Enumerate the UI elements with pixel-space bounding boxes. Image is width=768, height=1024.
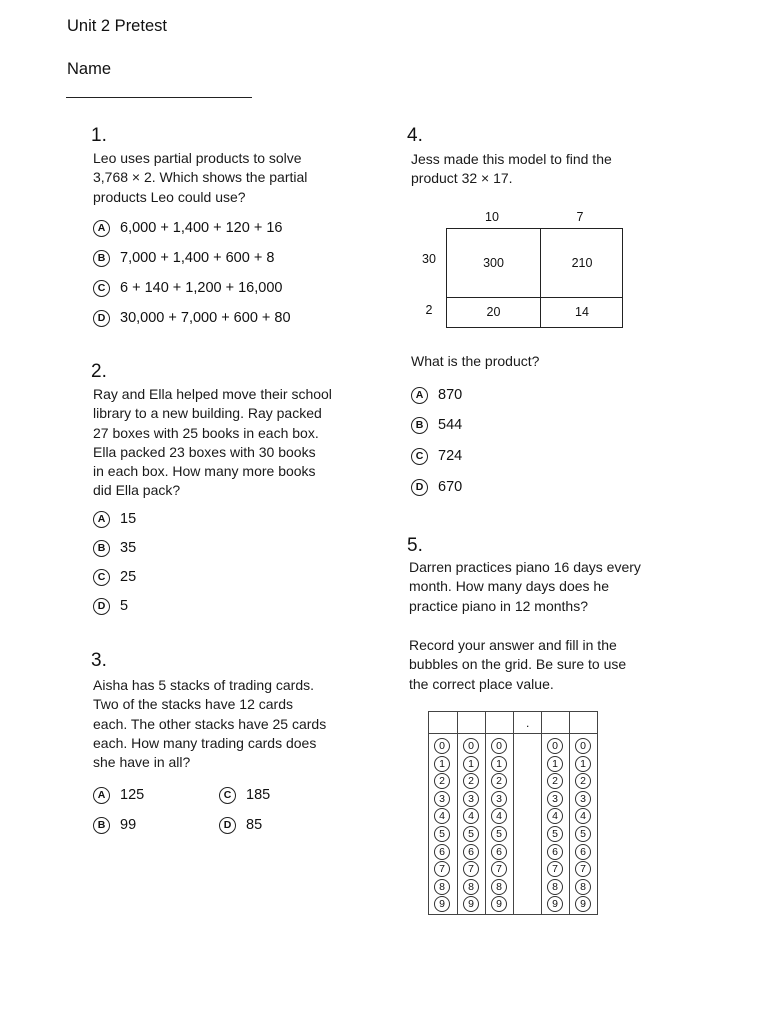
grid-bubble-5[interactable]: 5 [491,826,507,842]
grid-bubble-8[interactable]: 8 [547,879,563,895]
option-c-bubble[interactable]: C [411,448,428,465]
question-3-number: 3. [91,650,107,671]
option-c-bubble[interactable]: C [93,280,110,297]
stem-line: library to a new building. Ray packed [93,405,322,422]
grid-bubble-1[interactable]: 1 [434,756,450,772]
stem-line: practice piano in 12 months? [409,597,588,614]
grid-bubble-8[interactable]: 8 [491,879,507,895]
grid-bubble-9[interactable]: 9 [575,896,591,912]
grid-decimal-column [513,712,541,914]
grid-bubble-1[interactable]: 1 [547,756,563,772]
option-d-bubble[interactable]: D [93,598,110,615]
q4-option-c[interactable] [411,446,462,466]
stem-line: Ella packed 23 boxes with 30 books [93,443,316,460]
question-2-stem [93,385,332,501]
page-title: Unit 2 Pretest [67,17,167,35]
q3-option-a[interactable] [93,785,144,805]
stem-line: each. The other stacks have 25 cards [93,715,327,732]
stem-line: month. How many days does he [409,578,609,595]
grid-bubble-9[interactable]: 9 [463,896,479,912]
q4-option-d[interactable] [411,477,462,497]
prompt-line: What is the product? [411,353,540,369]
option-c-bubble[interactable]: C [219,787,236,804]
option-text: 15 [120,511,137,527]
grid-bubble-4[interactable]: 4 [575,808,591,824]
grid-bubble-1[interactable]: 1 [491,756,507,772]
grid-bubble-8[interactable]: 8 [575,879,591,895]
option-text: 125 [120,787,145,803]
q2-option-a[interactable] [93,509,136,529]
q1-option-d[interactable] [93,308,291,328]
grid-bubble-0[interactable]: 0 [575,738,591,754]
stem-line: she have in all? [93,754,191,771]
question-5-instructions [409,636,626,694]
option-text: 6 + 140 + 1,200 + 16,000 [120,280,283,296]
stem-line: 27 boxes with 25 books in each box. [93,424,319,441]
grid-bubble-3[interactable]: 3 [491,791,507,807]
area-model-grid [446,228,623,328]
instruction-line: the correct place value. [409,675,554,692]
grid-bubble-7[interactable]: 7 [463,861,479,877]
area-model-cell: 300 [483,256,504,270]
option-b-bubble[interactable]: B [93,817,110,834]
grid-bubble-8[interactable]: 8 [434,879,450,895]
question-3-stem [93,676,326,772]
stem-line: 3,768 × 2. Which shows the partial [93,169,308,186]
area-model [410,200,630,336]
option-d-bubble[interactable]: D [219,817,236,834]
grid-bubble-3[interactable]: 3 [575,791,591,807]
grid-bubble-5[interactable]: 5 [575,826,591,842]
q2-option-b[interactable] [93,538,136,558]
option-text: 544 [438,417,463,433]
q2-option-d[interactable] [93,596,128,616]
area-model-col-label: 10 [485,210,499,224]
question-1-stem [93,149,307,207]
stem-line: products Leo could use? [93,188,246,205]
q3-option-d[interactable] [219,815,262,835]
grid-bubble-7[interactable]: 7 [575,861,591,877]
grid-entry-box[interactable] [429,712,457,734]
stem-line: Ray and Ella helped move their school [93,386,332,402]
option-b-bubble[interactable]: B [411,417,428,434]
grid-entry-box[interactable] [570,712,597,734]
name-blank-line[interactable] [66,97,252,98]
q1-option-b[interactable] [93,248,274,268]
grid-bubble-3[interactable]: 3 [463,791,479,807]
area-model-row-label: 30 [422,252,436,266]
instruction-line: Record your answer and fill in the [409,637,617,653]
grid-bubble-0[interactable]: 0 [463,738,479,754]
grid-digit-column [485,712,513,914]
option-c-bubble[interactable]: C [93,569,110,586]
grid-bubble-6[interactable]: 6 [463,844,479,860]
grid-bubble-4[interactable]: 4 [434,808,450,824]
q1-option-c[interactable] [93,278,282,298]
grid-bubble-5[interactable]: 5 [463,826,479,842]
grid-bubble-1[interactable]: 1 [463,756,479,772]
q1-option-a[interactable] [93,218,282,238]
stem-line: Jess made this model to find the [411,151,612,167]
instruction-line: bubbles on the grid. Be sure to use [409,656,627,673]
grid-bubble-2[interactable]: 2 [463,773,479,789]
option-text: 7,000 + 1,400 + 600 + 8 [120,250,275,266]
area-model-cell: 14 [575,305,589,319]
area-model-cell: 20 [486,305,501,319]
grid-bubble-7[interactable]: 7 [434,861,450,877]
option-text: 99 [120,817,137,833]
grid-bubble-4[interactable]: 4 [463,808,479,824]
q4-option-a[interactable] [411,385,462,405]
option-text: 185 [246,787,271,803]
grid-bubble-6[interactable]: 6 [491,844,507,860]
grid-bubble-2[interactable]: 2 [575,773,591,789]
grid-bubble-5[interactable]: 5 [434,826,450,842]
grid-bubble-0[interactable]: 0 [434,738,450,754]
grid-bubble-7[interactable]: 7 [547,861,563,877]
option-text: 35 [120,540,137,556]
grid-bubble-9[interactable]: 9 [434,896,450,912]
option-text: 870 [438,387,463,403]
option-a-bubble[interactable]: A [93,220,110,237]
grid-bubble-0[interactable]: 0 [491,738,507,754]
stem-line: Two of the stacks have 12 cards [93,696,293,713]
question-5-number: 5. [407,535,423,556]
option-a-bubble[interactable]: A [93,511,110,528]
option-text: 724 [438,448,463,464]
option-text: 5 [120,598,129,614]
grid-bubble-2[interactable]: 2 [491,773,507,789]
grid-bubble-9[interactable]: 9 [491,896,507,912]
stem-line: Aisha has 5 stacks of trading cards. [93,677,314,693]
stem-line: each. How many trading cards does [93,734,317,751]
stem-line: Leo uses partial products to solve [93,150,302,166]
stem-line: in each box. How many more books [93,463,316,480]
name-label: Name [67,60,112,78]
q3-option-c[interactable] [219,785,270,805]
grid-bubble-7[interactable]: 7 [491,861,507,877]
grid-bubble-9[interactable]: 9 [547,896,563,912]
grid-bubble-4[interactable]: 4 [547,808,563,824]
stem-line: Darren practices piano 16 days every [409,559,641,575]
question-5-stem [409,558,641,616]
stem-line: did Ella pack? [93,482,181,499]
q3-option-b[interactable] [93,815,136,835]
grid-bubble-8[interactable]: 8 [463,879,479,895]
grid-digit-column [541,712,569,914]
grid-bubble-0[interactable]: 0 [547,738,563,754]
area-model-row-label: 2 [425,303,433,317]
grid-digit-column [457,712,485,914]
grid-digit-column [569,712,597,914]
question-2-number: 2. [91,361,107,382]
grid-bubble-6[interactable]: 6 [547,844,563,860]
grid-bubble-1[interactable]: 1 [575,756,591,772]
option-b-bubble[interactable]: B [93,540,110,557]
grid-bubble-6[interactable]: 6 [575,844,591,860]
option-text: 670 [438,479,463,495]
q2-option-c[interactable] [93,567,136,587]
stem-line: product 32 × 17. [411,170,513,187]
area-model-cell: 210 [571,256,593,270]
grid-entry-box[interactable] [458,712,485,734]
grid-entry-box[interactable] [486,712,513,734]
answer-grid [428,711,598,915]
option-text: 30,000 + 7,000 + 600 + 80 [120,310,291,326]
grid-entry-box [514,712,541,734]
option-d-bubble[interactable]: D [411,479,428,496]
area-model-col-label: 7 [576,210,584,224]
question-4-prompt [411,352,539,371]
grid-digit-column [429,712,457,914]
grid-decimal-point: . [526,716,530,730]
grid-bubble-3[interactable]: 3 [434,791,450,807]
option-text: 25 [120,569,137,585]
q4-option-b[interactable] [411,415,462,435]
grid-bubble-5[interactable]: 5 [547,826,563,842]
grid-bubble-4[interactable]: 4 [491,808,507,824]
grid-bubble-3[interactable]: 3 [547,791,563,807]
grid-bubble-2[interactable]: 2 [547,773,563,789]
option-text: 85 [246,817,263,833]
grid-entry-box[interactable] [542,712,569,734]
question-4-number: 4. [407,125,423,146]
option-b-bubble[interactable]: B [93,250,110,267]
option-text: 6,000 + 1,400 + 120 + 16 [120,220,283,236]
question-1-number: 1. [91,125,107,146]
option-d-bubble[interactable]: D [93,310,110,327]
option-a-bubble[interactable]: A [93,787,110,804]
option-a-bubble[interactable]: A [411,387,428,404]
question-4-stem [411,150,612,189]
grid-bubble-2[interactable]: 2 [434,773,450,789]
grid-bubble-6[interactable]: 6 [434,844,450,860]
